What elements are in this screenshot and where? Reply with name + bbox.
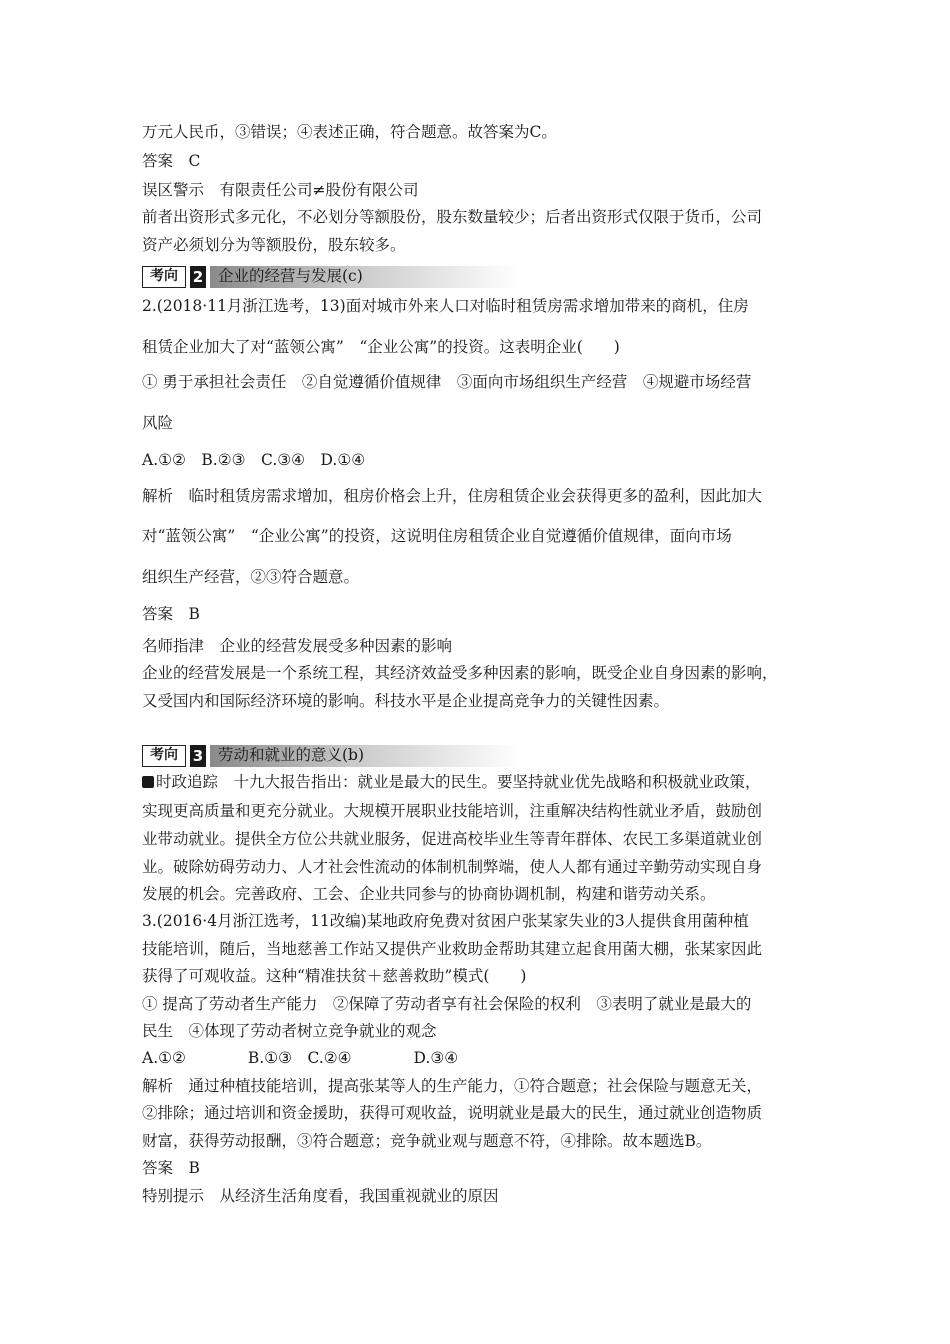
- option-line: 风险: [142, 414, 174, 432]
- section-header-3: [142, 745, 522, 769]
- question-line: 3.(2016·4月浙江选考，11改编)某地政府免费对贫困户张某家失业的3人提供食用菌种植: [142, 912, 749, 930]
- text-line: 资产必须划分为等额股份，股东较多。: [142, 236, 406, 254]
- tip-heading: 特别提示 从经济生活角度看，我国重视就业的原因: [142, 1187, 499, 1205]
- question-line: 获得了可观收益。这种“精准扶贫＋慈善救助”模式( ): [142, 967, 527, 985]
- analysis-line: 组织生产经营，②③符合题意。: [142, 568, 360, 586]
- bullet-square-icon: [142, 776, 154, 788]
- news-line: 时政追踪 十九大报告指出：就业是最大的民生。要坚持就业优先战略和积极就业政策，: [142, 772, 761, 792]
- section-title: 劳动和就业的意义(b): [218, 746, 365, 764]
- option-line: ① 提高了劳动者生产能力 ②保障了劳动者享有社会保险的权利 ③表明了就业是最大的: [142, 995, 752, 1013]
- choices-line: A.①② B.②③ C.③④ D.①④: [142, 451, 366, 469]
- section-number: 2: [190, 266, 206, 288]
- analysis-line: 解析 通过种植技能培训，提高张某等人的生产能力，①符合题意；社会保险与题意无关，: [142, 1077, 763, 1095]
- text-line: 发展的机会。完善政府、工会、企业共同参与的协商协调机制，构建和谐劳动关系。: [142, 885, 716, 903]
- text-line: 前者出资形式多元化，不必划分等额股份，股东数量较少；后者出资形式仅限于货币，公司: [142, 208, 763, 226]
- answer-line: 答案 B: [142, 605, 200, 623]
- answer-line: 答案 C: [142, 152, 201, 170]
- section-header-2: [142, 266, 522, 290]
- text-line: 企业的经营发展是一个系统工程，其经济效益受多种因素的影响，既受企业自身因素的影响，: [142, 664, 778, 682]
- question-line: 2.(2018·11月浙江选考，13)面对城市外来人口对临时租赁房需求增加带来的商机，住房: [142, 297, 749, 315]
- warning-heading: 误区警示 有限责任公司≠股份有限公司: [142, 181, 419, 199]
- text-line: 万元人民币，③错误；④表述正确，符合题意。故答案为C。: [142, 123, 557, 141]
- section-number: 3: [190, 745, 206, 767]
- text-line: 业带动就业。提供全方位公共就业服务，促进高校毕业生等青年群体、农民工多渠道就业创: [142, 830, 763, 848]
- analysis-line: 对“蓝领公寓” “企业公寓”的投资，这说明住房租赁企业自觉遵循价值规律，面向市场: [142, 527, 732, 545]
- option-line: ① 勇于承担社会责任 ②自觉遵循价值规律 ③面向市场组织生产经营 ④规避市场经营: [142, 373, 752, 391]
- text-line: 实现更高质量和更充分就业。大规模开展职业技能培训，注重解决结构性就业矛盾，鼓励创: [142, 802, 763, 820]
- analysis-line: 财富，获得劳动报酬，③符合题意；竞争就业观与题意不符，④排除。故本题选B。: [142, 1132, 712, 1150]
- option-line: 民生 ④体现了劳动者树立竞争就业的观念: [142, 1022, 437, 1040]
- tip-heading: 名师指津 企业的经营发展受多种因素的影响: [142, 637, 453, 655]
- text-line: 又受国内和国际经济环境的影响。科技水平是企业提高竞争力的关键性因素。: [142, 692, 670, 710]
- answer-line: 答案 B: [142, 1159, 200, 1177]
- text-line: 业。破除妨碍劳动力、人才社会性流动的体制机制弊端，使人人都有通过辛勤劳动实现自身: [142, 858, 763, 876]
- analysis-line: ②排除；通过培训和资金援助，获得可观收益，说明就业是最大的民生，通过就业创造物质: [142, 1104, 763, 1122]
- question-line: 租赁企业加大了对“蓝领公寓” “企业公寓”的投资。这表明企业( ): [142, 338, 620, 356]
- question-line: 技能培训，随后，当地慈善工作站又提供产业救助金帮助其建立起食用菌大棚，张某家因此: [142, 940, 763, 958]
- choices-line: A.①② B.①③ C.②④ D.③④: [142, 1049, 459, 1067]
- section-tag: 考向: [142, 745, 186, 767]
- section-title: 企业的经营与发展(c): [218, 267, 363, 285]
- section-tag: 考向: [142, 266, 186, 288]
- analysis-line: 解析 临时租赁房需求增加，租房价格会上升，住房租赁企业会获得更多的盈利，因此加大: [142, 487, 763, 505]
